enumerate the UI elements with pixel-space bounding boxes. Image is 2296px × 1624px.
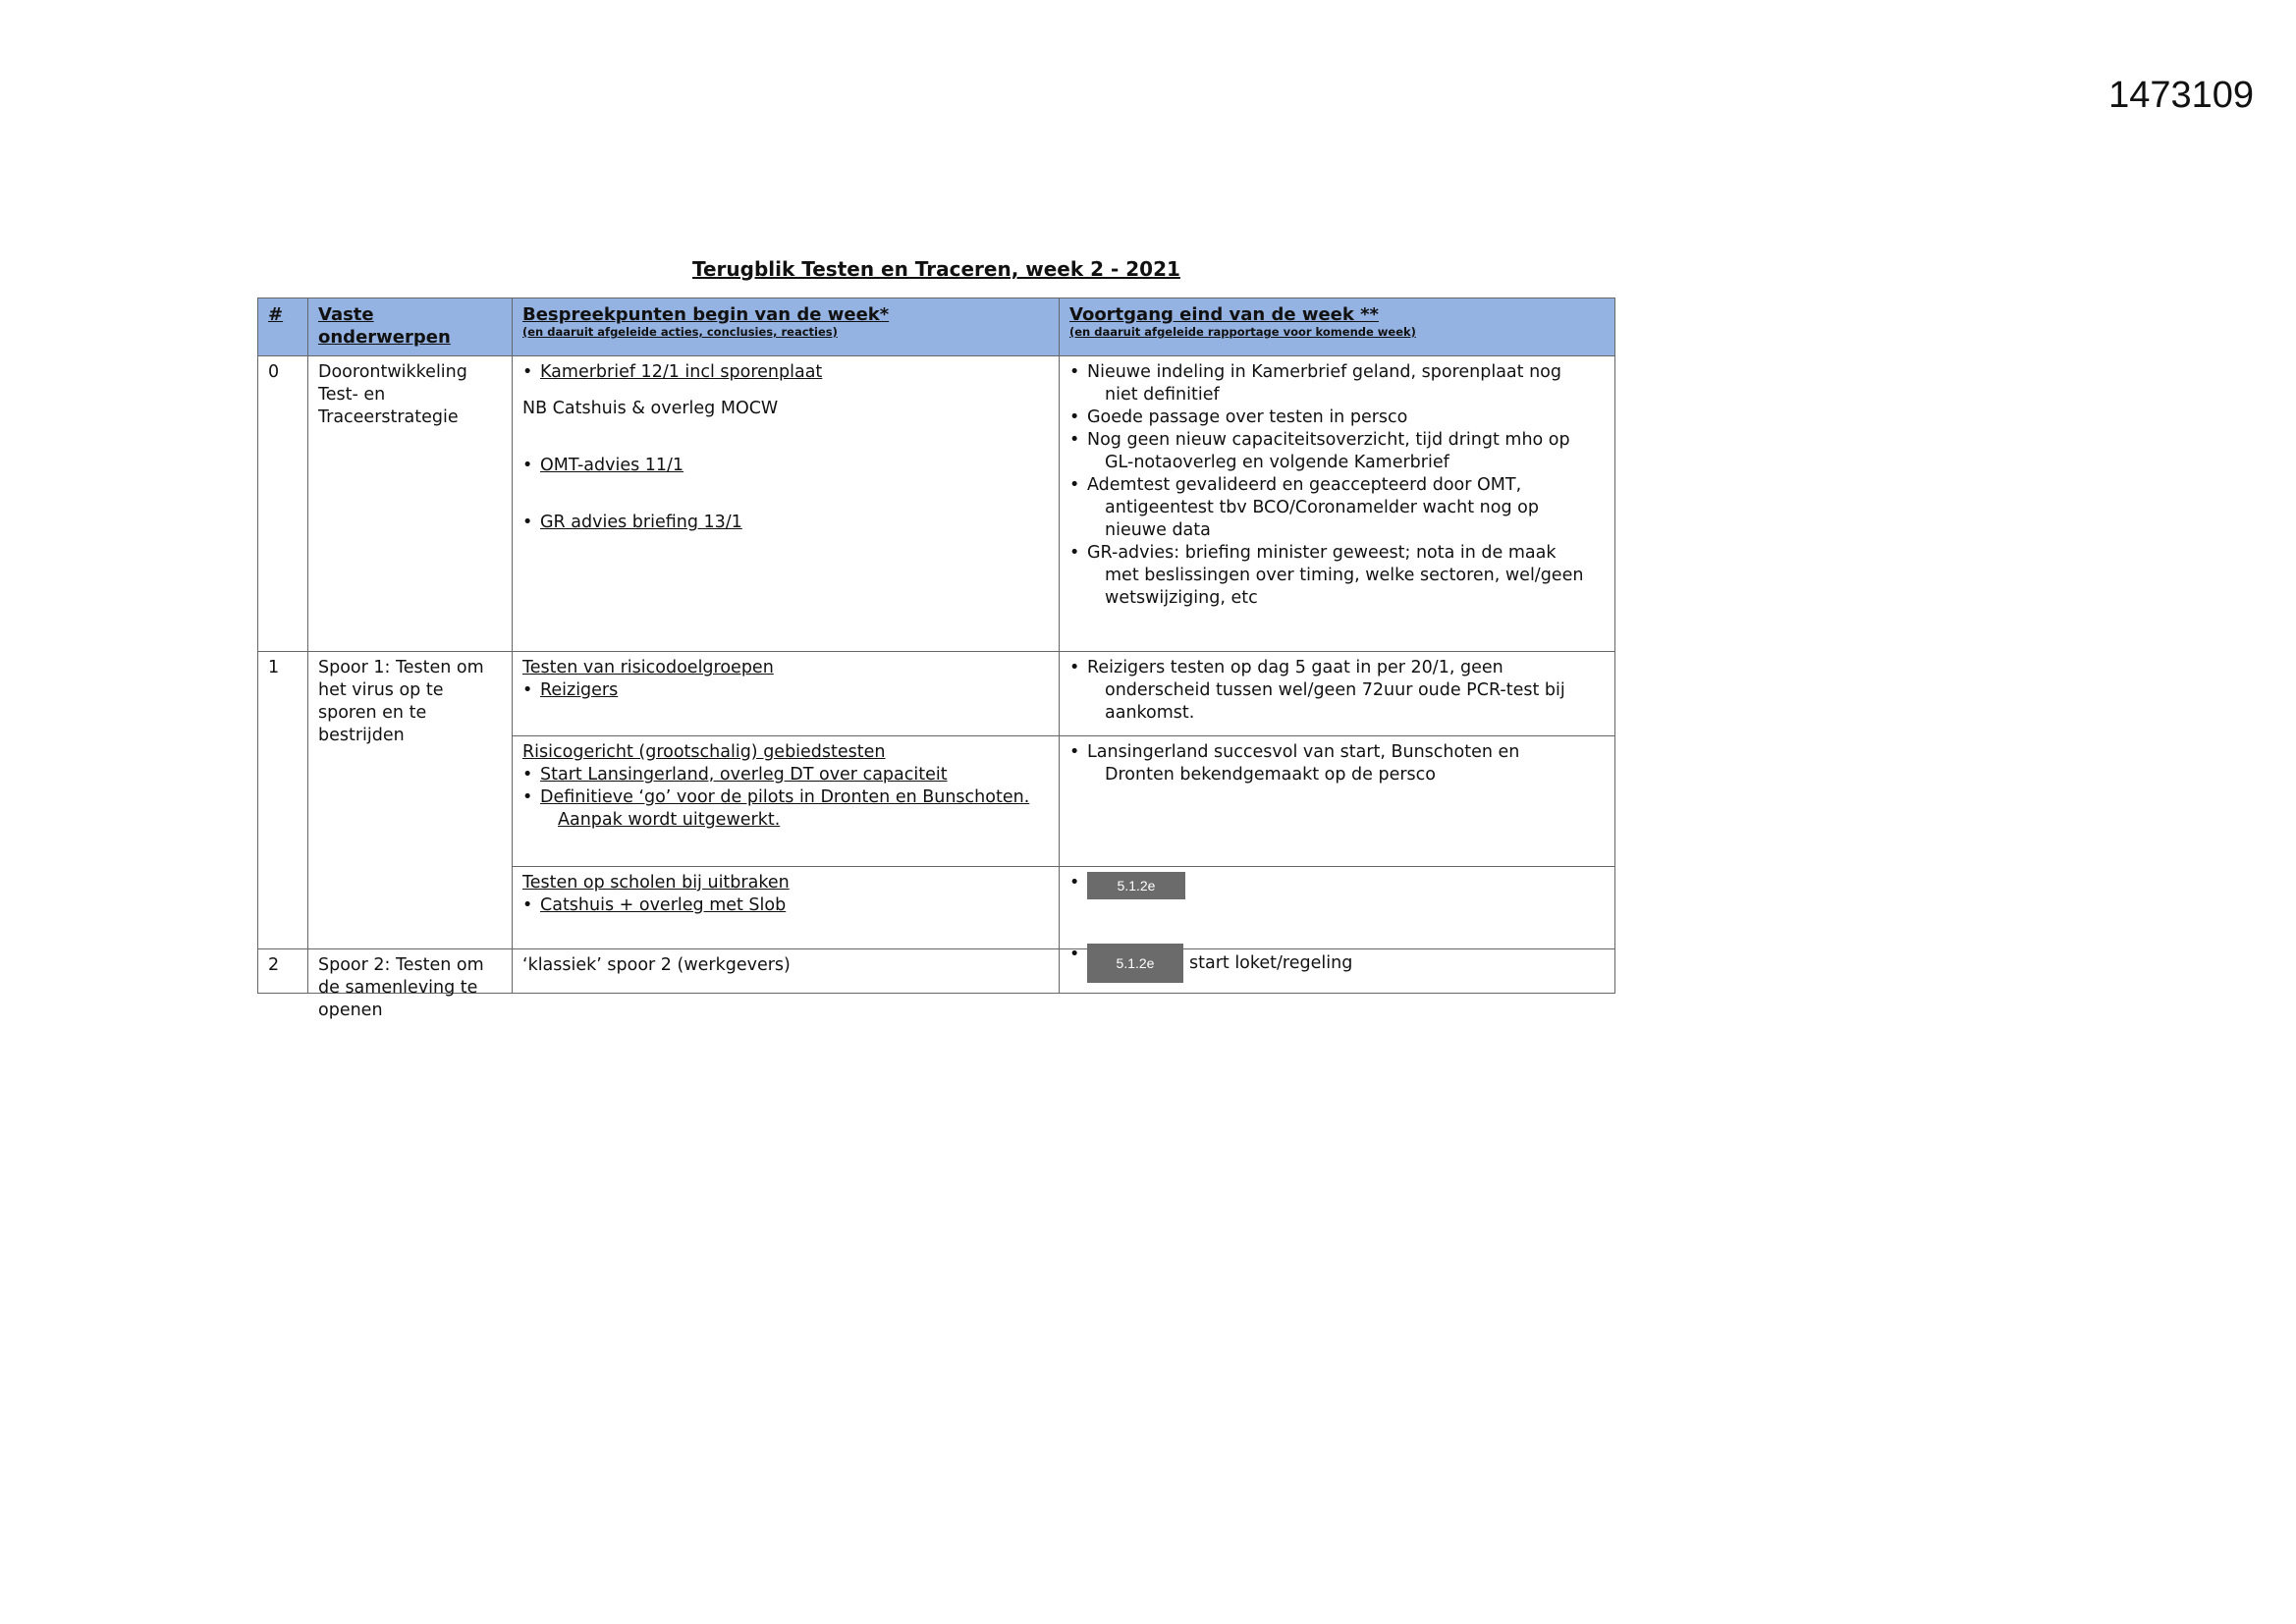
list-item: • Lansingerland succesvol van start, Bunschoten en xyxy=(1069,741,1605,764)
list-item-continuation: met beslissingen over timing, welke sectoren, wel/geen xyxy=(1105,566,1584,585)
row-topic: Spoor 1: Testen om het virus op te sporen en te bestrijden xyxy=(308,652,513,949)
row-progress xyxy=(1060,949,1615,994)
row-discussion xyxy=(513,867,1060,949)
table-header-row xyxy=(258,298,1615,356)
list-item-continuation: Dronten bekendgemaakt op de persco xyxy=(1105,765,1436,785)
row-discussion xyxy=(513,652,1060,736)
list-item-continuation: nieuwe data xyxy=(1105,520,1211,540)
list-item: • Start Lansingerland, overleg DT over capaciteit xyxy=(522,764,1049,786)
row-number: 1 xyxy=(258,652,308,949)
page-title: Terugblik Testen en Traceren, week 2 - 2021 xyxy=(692,257,1180,281)
section-heading: Risicogericht (grootschalig) gebiedstesten xyxy=(522,742,886,762)
header-progress: Voortgang eind van de week ** (en daaruit afgeleide rapportage voor komende week) xyxy=(1060,298,1615,356)
list-item-continuation: niet definitief xyxy=(1105,385,1220,405)
section-heading: Testen van risicodoelgroepen xyxy=(522,658,774,677)
row-number: 2 xyxy=(258,949,308,994)
list-item-continuation: wetswijziging, etc xyxy=(1105,588,1258,608)
row-progress xyxy=(1060,652,1615,736)
list-item: • Nieuwe indeling in Kamerbrief geland, sporenplaat nog xyxy=(1069,361,1605,384)
list-item: • Nog geen nieuw capaciteitsoverzicht, tijd dringt mho op xyxy=(1069,429,1605,452)
list-item: • Ademtest gevalideerd en geaccepteerd door OMT, xyxy=(1069,474,1605,497)
list-item-continuation: onderscheid tussen wel/geen 72uur oude PCR-test bij xyxy=(1105,680,1565,700)
redaction-box: 5.1.2e xyxy=(1087,944,1183,983)
header-discussion-sub: (en daaruit afgeleide acties, conclusies, reacties) xyxy=(522,325,838,339)
note-text: NB Catshuis & overleg MOCW xyxy=(522,399,779,418)
list-item xyxy=(1069,944,1605,983)
row-topic: Doorontwikkeling Test- en Traceerstrategie xyxy=(308,356,513,652)
list-item: • GR advies briefing 13/1 xyxy=(522,512,1049,534)
table-row xyxy=(258,652,1615,736)
list-item: • GR-advies: briefing minister geweest; nota in de maak xyxy=(1069,542,1605,565)
row-progress xyxy=(1060,356,1615,652)
progress-text: start loket/regeling xyxy=(1189,953,1353,973)
row-progress xyxy=(1060,867,1615,949)
list-item-continuation: GL-notaoverleg en volgende Kamerbrief xyxy=(1105,453,1449,472)
row-progress xyxy=(1060,736,1615,867)
row-discussion: ‘klassiek’ spoor 2 (werkgevers) xyxy=(513,949,1060,994)
header-progress-sub: (en daaruit afgeleide rapportage voor komende week) xyxy=(1069,325,1416,339)
document-id: 1473109 xyxy=(2108,75,2254,116)
header-num: # xyxy=(258,298,308,356)
list-item-continuation: aankomst. xyxy=(1105,703,1195,723)
list-item-continuation: antigeentest tbv BCO/Coronamelder wacht nog op xyxy=(1105,498,1539,517)
row-number: 0 xyxy=(258,356,308,652)
list-item: • Reizigers testen op dag 5 gaat in per 20/1, geen xyxy=(1069,657,1605,679)
list-item: • Kamerbrief 12/1 incl sporenplaat xyxy=(522,361,1049,384)
review-table xyxy=(257,298,1615,1020)
redaction-box: 5.1.2e xyxy=(1087,872,1185,899)
list-item: • OMT-advies 11/1 xyxy=(522,455,1049,477)
list-item: • Catshuis + overleg met Slob xyxy=(522,894,1049,917)
list-item xyxy=(1069,872,1605,899)
table-row xyxy=(258,356,1615,652)
list-item: • Reizigers xyxy=(522,679,1049,702)
header-discussion: Bespreekpunten begin van de week* (en daaruit afgeleide acties, conclusies, reacties) xyxy=(513,298,1060,356)
row-discussion xyxy=(513,356,1060,652)
list-item: • Definitieve ‘go’ voor de pilots in Dronten en Bunschoten. xyxy=(522,786,1049,809)
row-topic-text: Spoor 2: Testen om de samenleving te openen xyxy=(318,955,484,1020)
header-topics: Vaste onderwerpen xyxy=(308,298,513,356)
row-topic xyxy=(308,949,513,1020)
list-item: • Goede passage over testen in persco xyxy=(1069,406,1605,429)
table-row xyxy=(258,949,1615,994)
list-item-continuation: Aanpak wordt uitgewerkt. xyxy=(558,810,781,830)
row-discussion xyxy=(513,736,1060,867)
section-heading: Testen op scholen bij uitbraken xyxy=(522,873,790,893)
